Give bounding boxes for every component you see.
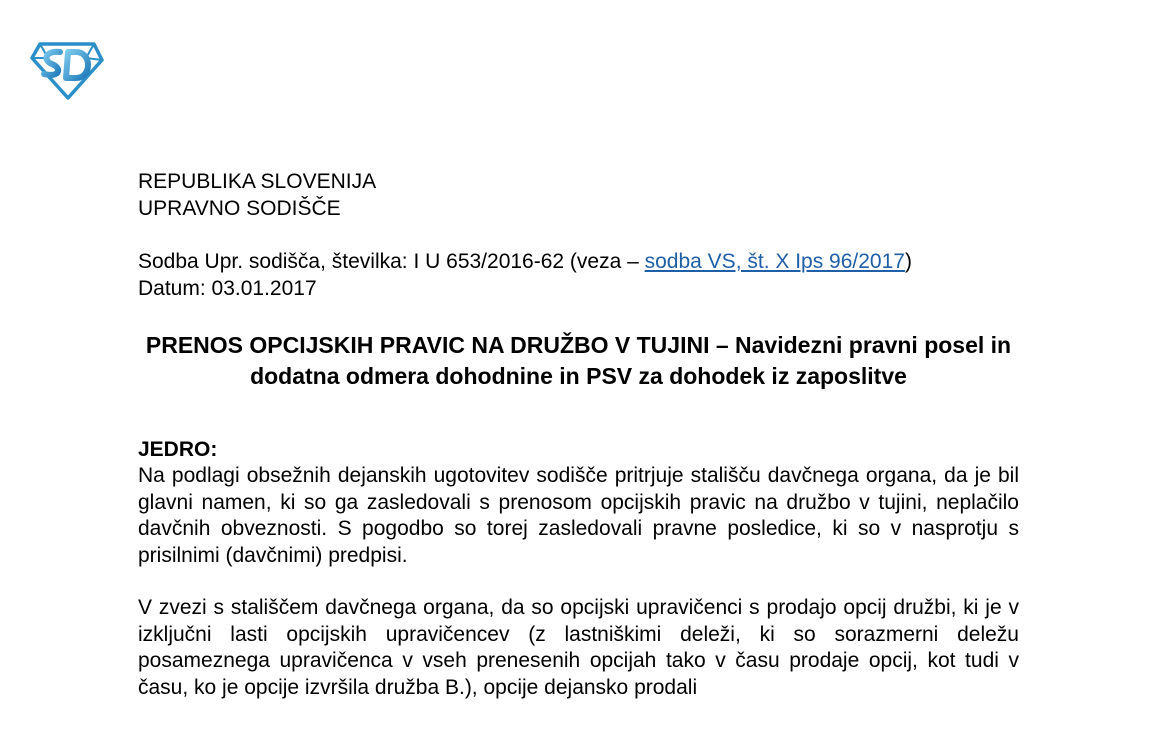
judgment-date: Datum: 03.01.2017 — [138, 277, 317, 300]
case-reference-text: Sodba Upr. sodišča, številka: I U 653/2016-62 (veza – — [138, 250, 645, 273]
header-republic: REPUBLIKA SLOVENIJA — [138, 170, 377, 193]
document-page — [138, 168, 1019, 701]
supreme-court-judgment-link[interactable]: sodba VS, št. X Ips 96/2017 — [644, 250, 905, 273]
header-court: UPRAVNO SODIŠČE — [138, 197, 341, 220]
court-logo-icon — [30, 38, 104, 100]
document-title: PRENOS OPCIJSKIH PRAVIC NA DRUŽBO V TUJINI – Navidezni pravni posel in dodatna odmera dohodnine in PSV za dohodek iz zaposlitve — [145, 332, 1012, 389]
case-reference-close: ) — [904, 250, 912, 273]
section-heading: JEDRO: — [138, 438, 218, 461]
core-paragraph-2: V zvezi s stališčem davčnega organa, da so opcijski upravičenci s prodajo opcij družbi, ki je v izključni lasti opcijskih upravičencev (z lastniškimi deleži, ki so sorazmerni deležu posameznega upravičenca v vseh prenesenih opcijah tako v času prodaje opcij, kot tudi v času, ko je opcije izvršila družba B.), opcije dejansko prodali — [138, 596, 1019, 699]
core-paragraph-1: Na podlagi obsežnih dejanskih ugotovitev sodišče pritrjuje stališču davčnega organa, da je bil glavni namen, ki so ga zasledovali s prenosom opcijskih pravic na družbo v tujini, neplačilo davčnih obveznosti. S pogodbo so torej zasledovali pravne posledice, ki so v nasprotju s prisilnimi (davčnimi) predpisi. — [138, 464, 1019, 567]
case-reference — [138, 248, 1019, 275]
